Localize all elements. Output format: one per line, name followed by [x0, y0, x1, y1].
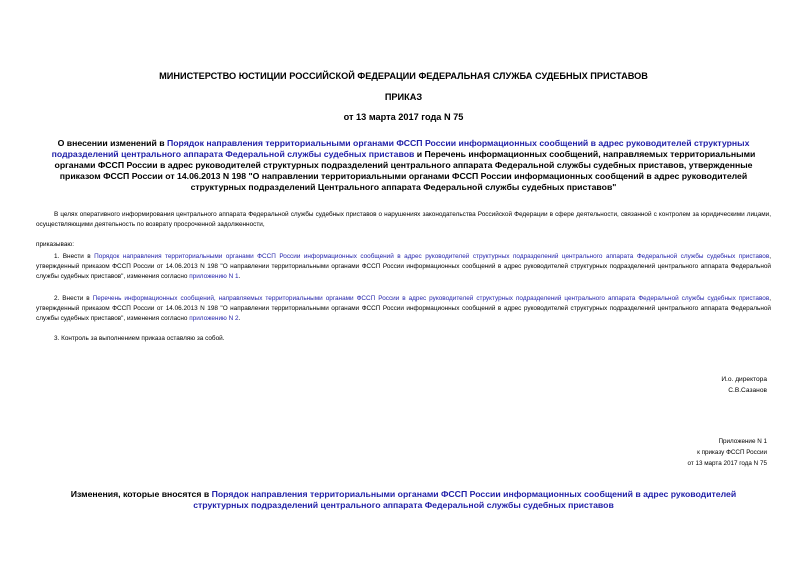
signature-position: И.о. директора: [721, 376, 767, 383]
appendix-title-link[interactable]: Порядок направления территориальными органами ФССП России информационных сообщений в адрес руководителей структурных подразделений центрального аппарата Федеральной службы судебных приставов: [193, 489, 737, 510]
item-2-text: , утвержденный приказом ФССП России от 14.06.2013 N 198 "О направлении территориальными органами ФССП России информационных сообщений в адрес руководителей структурных подразделений центрального аппарата Федеральной службы судебных приставов", изменения согласно: [36, 295, 771, 322]
item-2-end: .: [238, 315, 241, 322]
intro-paragraph: В целях оперативного информирования центрального аппарата Федеральной службы судебных приставов о нарушениях законодательства Российской Федерации в сфере деятельности, связанной с контролем за юридическими лицами, осуществляющими деятельность по возврату просроченной задолженности,: [36, 211, 771, 228]
item-2-link-appendix[interactable]: приложению N 2: [189, 315, 239, 322]
doc-type-heading: ПРИКАЗ: [384, 92, 423, 102]
title-link-procedure[interactable]: Порядок направления территориальными органами ФССП России информационных сообщений в адрес руководителей структурных подразделений центрального аппарата Федеральной службы судебных приставов: [51, 138, 750, 159]
date-number-heading: от 13 марта 2017 года N 75: [343, 112, 464, 122]
item-1-prefix: 1. Внести в: [54, 253, 95, 260]
item-3: 3. Контроль за выполнением приказа оставляю за собой.: [54, 335, 225, 342]
appendix-line-1: Приложение N 1: [718, 438, 767, 445]
item-2: [36, 294, 771, 324]
title-prefix: О внесении изменений в: [57, 138, 167, 148]
item-1: [36, 252, 771, 282]
item-1-text: , утвержденный приказом ФССП России от 14.06.2013 N 198 "О направлении территориальными органами ФССП России информационных сообщений в адрес руководителей структурных подразделений центрального аппарата Федеральной службы судебных приставов", изменения согласно: [36, 253, 771, 280]
signature-name: С.В.Сазанов: [728, 387, 767, 394]
appendix-title-prefix: Изменения, которые вносятся в: [70, 489, 212, 499]
title-rest: и Перечень информационных сообщений, направляемых территориальными органами ФССП России в адрес руководителей структурных подразделений центрального аппарата Федеральной службы судебных приставов, утвержденные приказом ФССП России от 14.06.2013 N 198 "О направлении территориальными органами ФССП России информационных сообщений в адрес руководителей структурных подразделений Центрального аппарата Федеральной службы судебных приставов": [54, 149, 756, 192]
item-2-link-list[interactable]: Перечень информационных сообщений, направляемых территориальными органами ФССП России в адрес руководителей структурных подразделений центрального аппарата Федеральной службы судебных приставов: [92, 295, 770, 302]
item-1-link-appendix[interactable]: приложению N 1: [189, 273, 239, 280]
item-2-prefix: 2. Внести в: [54, 295, 93, 302]
appendix-line-2: к приказу ФССП России: [697, 449, 767, 456]
ministry-heading: МИНИСТЕРСТВО ЮСТИЦИИ РОССИЙСКОЙ ФЕДЕРАЦИИ ФЕДЕРАЛЬНАЯ СЛУЖБА СУДЕБНЫХ ПРИСТАВОВ: [159, 71, 648, 81]
order-word: приказываю:: [36, 241, 74, 248]
order-title: [36, 138, 771, 193]
appendix-title: [50, 489, 757, 511]
appendix-line-3: от 13 марта 2017 года N 75: [687, 460, 767, 467]
item-1-end: .: [238, 273, 241, 280]
item-1-link-procedure[interactable]: Порядок направления территориальными органами ФССП России информационных сообщений в адрес руководителей структурных подразделений центрального аппарата Федеральной службы судебных приставов: [94, 253, 770, 260]
